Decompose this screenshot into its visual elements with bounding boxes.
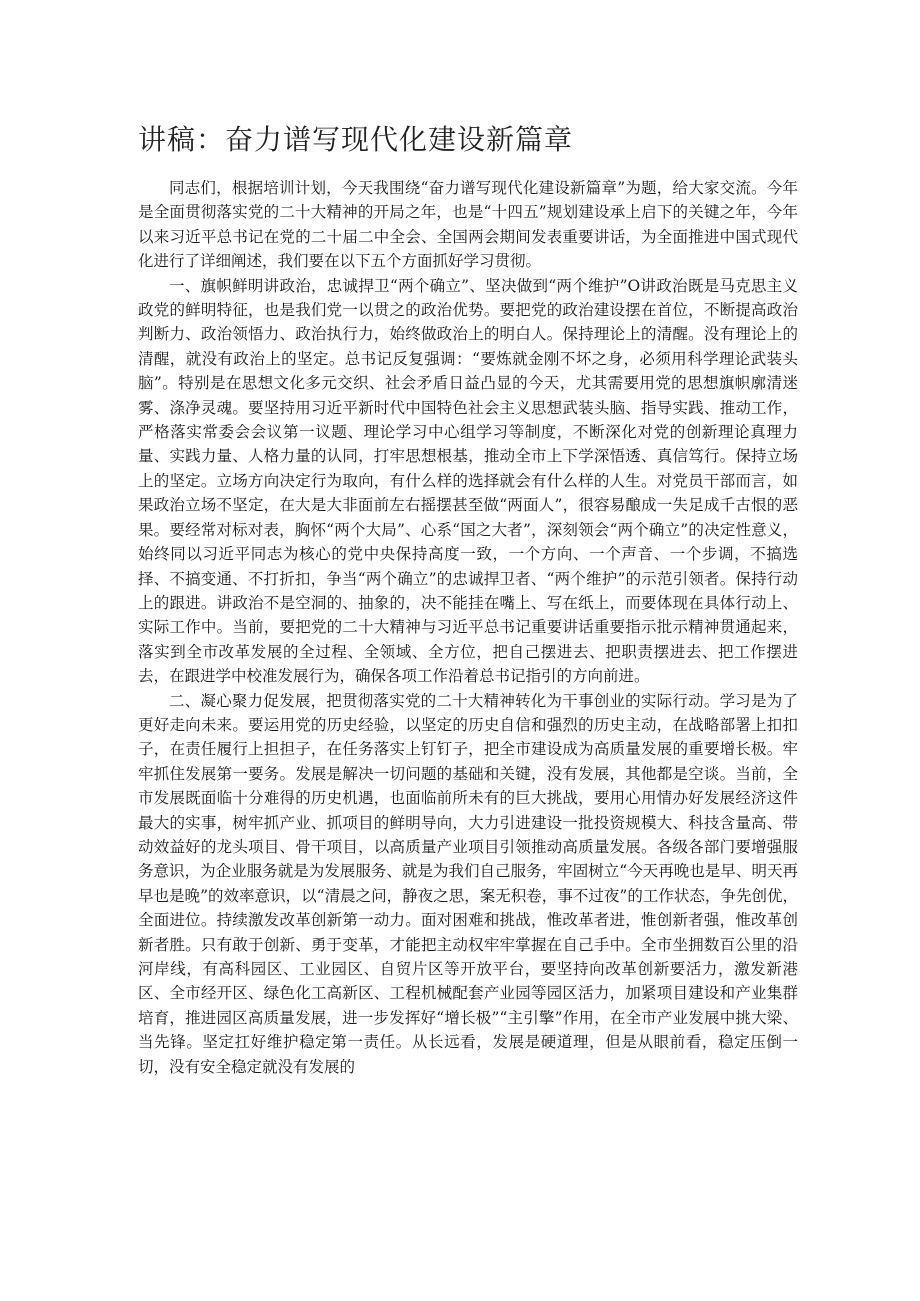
paragraph-section-two: 二、凝心聚力促发展，把贯彻落实党的二十大精神转化为干事创业的实际行动。学习是为了更好走向未来。要运用党的历史经验，以坚定的历史自信和强烈的历史主动，在战略部署上扣扣子，在责任履行上担担子，在任务落实上钉钉子，把全市建设成为高质量发展的重要增长极。牢牢抓住发展第一要务。发展是解决一切问题的基础和关键，没有发展，其他都是空谈。当前，全市发展既面临十分难得的历史机遇，也面临前所未有的巨大挑战，要用心用情办好发展经济这件最大的实事，树牢抓产业、抓项目的鲜明导向，大力引进建设一批投资规模大、科技含量高、带动效益好的龙头项目、骨干项目，以高质量产业项目引领推动高质量发展。各级各部门要增强服务意识，为企业服务就是为发展服务、就是为我们自己服务，牢固树立“今天再晚也是早、明天再早也是晚”的效率意识，以“清晨之问，静夜之思，案无积卷，事不过夜”的工作状态，争先创优，全面进位。持续激发改革创新第一动力。面对困难和挑战，惟改革者进，惟创新者强，惟改革创新者胜。只有敢于创新、勇于变革，才能把主动权牢牢掌握在自己手中。全市坐拥数百公里的沿河岸线，有高科园区、工业园区、自贸片区等开放平台，要坚持向改革创新要活力，激发新港区、全市经开区、绿色化工高新区、工程机械配套产业园等园区活力，加紧项目建设和产业集群培育，推进园区高质量发展，进一步发挥好“增长极”“主引擎”作用，在全市产业发展中挑大梁、当先锋。坚定扛好维护稳定第一责任。从长远看，发展是硬道理，但是从眼前看，稳定压倒一切，没有安全稳定就没有发展的 xyxy=(138,691,798,1076)
document-page xyxy=(138,118,798,1079)
paragraph-intro: 同志们，根据培训计划，今天我围绕“奋力谱写现代化建设新篇章”为题，给大家交流。今年是全面贯彻落实党的二十大精神的开局之年，也是“十四五”规划建设承上启下的关键之年，今年以来习近平总书记在党的二十届二中全会、全国两会期间发表重要讲话，为全面推进中国式现代化进行了详细阐述，我们要在以下五个方面抓好学习贯彻。 xyxy=(138,179,798,271)
document-title: 讲稿：奋力谱写现代化建设新篇章 xyxy=(138,123,574,156)
paragraph-section-one: 一、旗帜鲜明讲政治，忠诚捍卫“两个确立”、坚决做到“两个维护”O讲政治既是马克思主义政党的鲜明特征，也是我们党一以贯之的政治优势。要把党的政治建设摆在首位，不断提高政治判断力、政治领悟力、政治执行力，始终做政治上的明白人。保持理论上的清醒。没有理论上的清醒，就没有政治上的坚定。总书记反复强调：“要炼就金刚不坏之身，必须用科学理论武装头脑”。特别是在思想文化多元交织、社会矛盾日益凸显的今天，尤其需要用党的思想旗帜廓清迷雾、涤净灵魂。要坚持用习近平新时代中国特色社会主义思想武装头脑、指导实践、推动工作，严格落实常委会会议第一议题、理论学习中心组学习等制度，不断深化对党的创新理论真理力量、实践力量、人格力量的认同，打牢思想根基，推动全市上下学深悟透、真信笃行。保持立场上的坚定。立场方向决定行为取向，有什么样的选择就会有什么样的人生。对党员干部而言，如果政治立场不坚定，在大是大非面前左右摇摆甚至做“两面人”，很容易酿成一失足成千古恨的恶果。要经常对标对表，胸怀“两个大局”、心系“国之大者”，深刻领会“两个确立”的决定性意义，始终同以习近平同志为核心的党中央保持高度一致，一个方向、一个声音、一个步调，不搞选择、不搞变通、不打折扣，争当“两个确立”的忠诚捍卫者、“两个维护”的示范引领者。保持行动上的跟进。讲政治不是空洞的、抽象的，决不能挂在嘴上、写在纸上，而要体现在具体行动上、实际工作中。当前，要把党的二十大精神与习近平总书记重要讲话重要指示批示精神贯通起来，落实到全市改革发展的全过程、全领域、全方位，把自己摆进去、把职责摆进去、把工作摆进去，在跟进学中校准发展行为，确保各项工作沿着总书记指引的方向前进。 xyxy=(138,276,798,686)
